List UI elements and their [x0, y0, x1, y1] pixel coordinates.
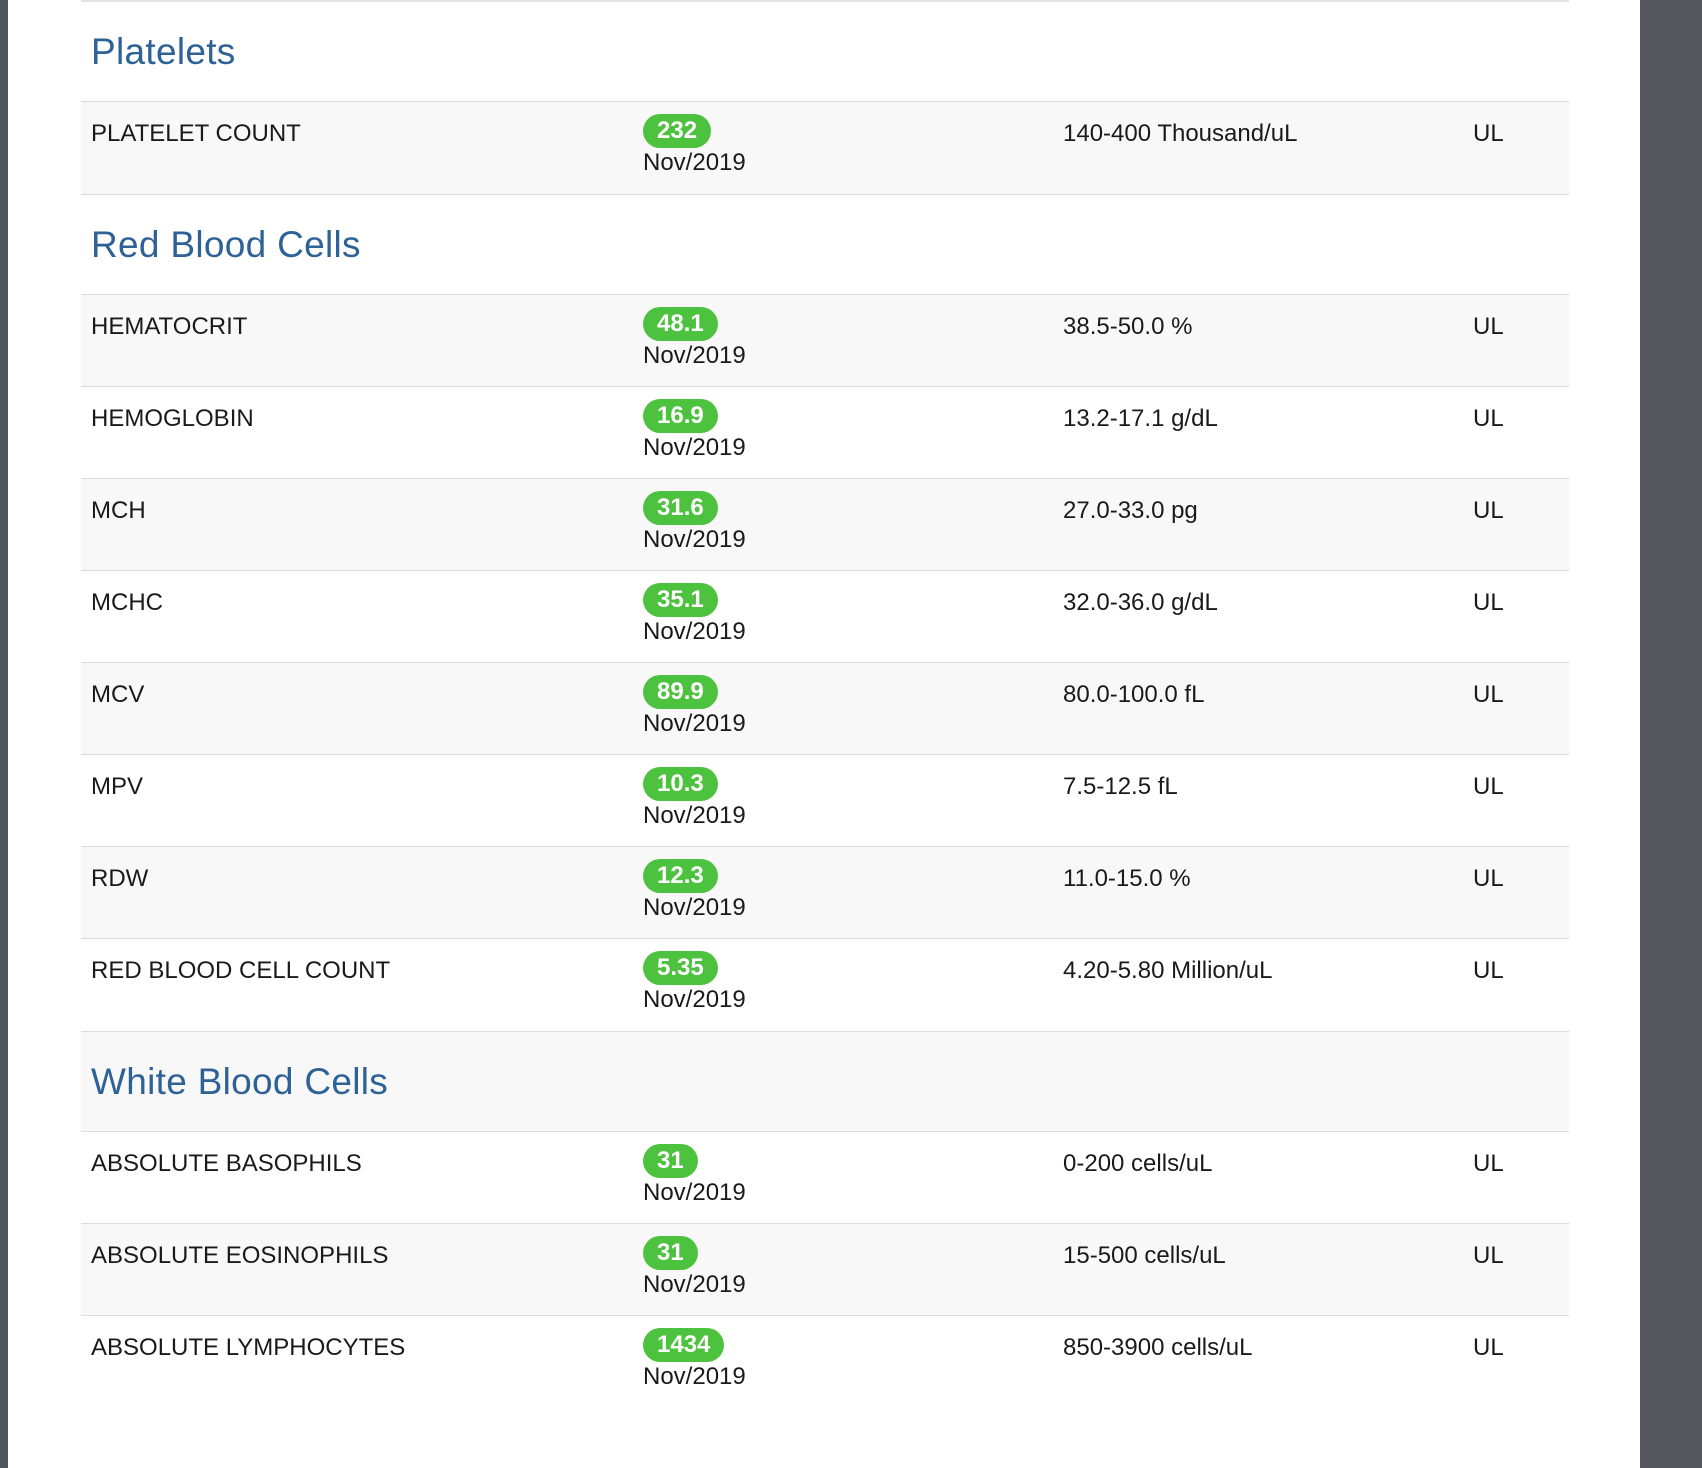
result-cell: [643, 939, 1063, 1014]
test-name: MPV: [91, 773, 144, 800]
result-value-badge: 31: [643, 1144, 698, 1178]
result-value-badge: 31.6: [643, 491, 718, 525]
test-name: RED BLOOD CELL COUNT: [91, 957, 391, 984]
result-value-badge: 12.3: [643, 859, 718, 893]
reference-range: 27.0-33.0 pg: [1063, 497, 1198, 524]
result-row-mcv[interactable]: [81, 663, 1569, 755]
result-value-badge: 232: [643, 114, 711, 148]
test-name: ABSOLUTE LYMPHOCYTES: [91, 1334, 406, 1361]
unit-flag: UL: [1473, 865, 1504, 892]
result-row-hematocrit[interactable]: [81, 295, 1569, 387]
result-row-hemoglobin[interactable]: [81, 387, 1569, 479]
result-date: Nov/2019: [643, 1179, 746, 1206]
bottom-spacer: [81, 1408, 1569, 1468]
test-name: HEMATOCRIT: [91, 313, 248, 340]
result-date: Nov/2019: [643, 434, 746, 461]
lab-results-content: [81, 0, 1569, 1468]
result-date: Nov/2019: [643, 710, 746, 737]
result-value-badge: 16.9: [643, 399, 718, 433]
result-row-absolute-basophils[interactable]: [81, 1132, 1569, 1224]
section-red-blood-cells: [81, 195, 1569, 1032]
unit-flag: UL: [1473, 773, 1504, 800]
result-cell: [643, 1132, 1063, 1207]
result-cell: [643, 387, 1063, 462]
result-cell: [643, 1224, 1063, 1299]
section-title: White Blood Cells: [91, 1060, 389, 1102]
right-side-panel: [1640, 0, 1702, 1468]
test-name: ABSOLUTE BASOPHILS: [91, 1150, 362, 1177]
reference-range: 140-400 Thousand/uL: [1063, 120, 1298, 147]
reference-range: 32.0-36.0 g/dL: [1063, 589, 1218, 616]
reference-range: 15-500 cells/uL: [1063, 1242, 1226, 1269]
unit-flag: UL: [1473, 405, 1504, 432]
result-date: Nov/2019: [643, 1271, 746, 1298]
unit-flag: UL: [1473, 957, 1504, 984]
reference-range: 4.20-5.80 Million/uL: [1063, 957, 1273, 984]
result-date: Nov/2019: [643, 894, 746, 921]
unit-flag: UL: [1473, 497, 1504, 524]
unit-flag: UL: [1473, 589, 1504, 616]
result-row-rdw[interactable]: [81, 847, 1569, 939]
section-title: Platelets: [91, 30, 236, 72]
unit-flag: UL: [1473, 1334, 1504, 1361]
reference-range: 80.0-100.0 fL: [1063, 681, 1205, 708]
result-cell: [643, 571, 1063, 646]
result-date: Nov/2019: [643, 618, 746, 645]
result-cell: [643, 1316, 1063, 1391]
result-cell: [643, 295, 1063, 370]
reference-range: 7.5-12.5 fL: [1063, 773, 1178, 800]
result-cell: [643, 663, 1063, 738]
unit-flag: UL: [1473, 120, 1504, 147]
result-row-red-blood-cell-count[interactable]: [81, 939, 1569, 1031]
result-date: Nov/2019: [643, 526, 746, 553]
result-row-mchc[interactable]: [81, 571, 1569, 663]
section-header-platelets: [81, 2, 1569, 102]
reference-range: 38.5-50.0 %: [1063, 313, 1193, 340]
result-date: Nov/2019: [643, 149, 746, 176]
result-value-badge: 35.1: [643, 583, 718, 617]
result-value-badge: 89.9: [643, 675, 718, 709]
reference-range: 11.0-15.0 %: [1063, 865, 1191, 892]
result-cell: [643, 102, 1063, 177]
reference-range: 0-200 cells/uL: [1063, 1150, 1213, 1177]
test-name: PLATELET COUNT: [91, 120, 301, 147]
section-header-red-blood-cells: [81, 195, 1569, 295]
test-name: MCV: [91, 681, 145, 708]
result-row-absolute-lymphocytes[interactable]: [81, 1316, 1569, 1408]
test-name: RDW: [91, 865, 149, 892]
result-date: Nov/2019: [643, 1363, 746, 1390]
result-cell: [643, 479, 1063, 554]
result-value-badge: 1434: [643, 1328, 724, 1362]
unit-flag: UL: [1473, 1242, 1504, 1269]
result-value-badge: 31: [643, 1236, 698, 1270]
result-cell: [643, 755, 1063, 830]
test-name: HEMOGLOBIN: [91, 405, 254, 432]
result-value-badge: 10.3: [643, 767, 718, 801]
reference-range: 13.2-17.1 g/dL: [1063, 405, 1218, 432]
section-white-blood-cells: [81, 1032, 1569, 1408]
reference-range: 850-3900 cells/uL: [1063, 1334, 1253, 1361]
test-name: ABSOLUTE EOSINOPHILS: [91, 1242, 389, 1269]
result-cell: [643, 847, 1063, 922]
test-name: MCHC: [91, 589, 163, 616]
result-date: Nov/2019: [643, 342, 746, 369]
unit-flag: UL: [1473, 681, 1504, 708]
test-name: MCH: [91, 497, 146, 524]
result-value-badge: 48.1: [643, 307, 718, 341]
section-header-white-blood-cells: [81, 1032, 1569, 1132]
unit-flag: UL: [1473, 313, 1504, 340]
result-value-badge: 5.35: [643, 951, 718, 985]
unit-flag: UL: [1473, 1150, 1504, 1177]
result-row-absolute-eosinophils[interactable]: [81, 1224, 1569, 1316]
result-row-platelet-count[interactable]: [81, 102, 1569, 194]
result-row-mch[interactable]: [81, 479, 1569, 571]
section-title: Red Blood Cells: [91, 223, 361, 265]
result-row-mpv[interactable]: [81, 755, 1569, 847]
result-date: Nov/2019: [643, 802, 746, 829]
section-platelets: [81, 2, 1569, 195]
result-date: Nov/2019: [643, 986, 746, 1013]
left-window-edge: [0, 0, 8, 1468]
